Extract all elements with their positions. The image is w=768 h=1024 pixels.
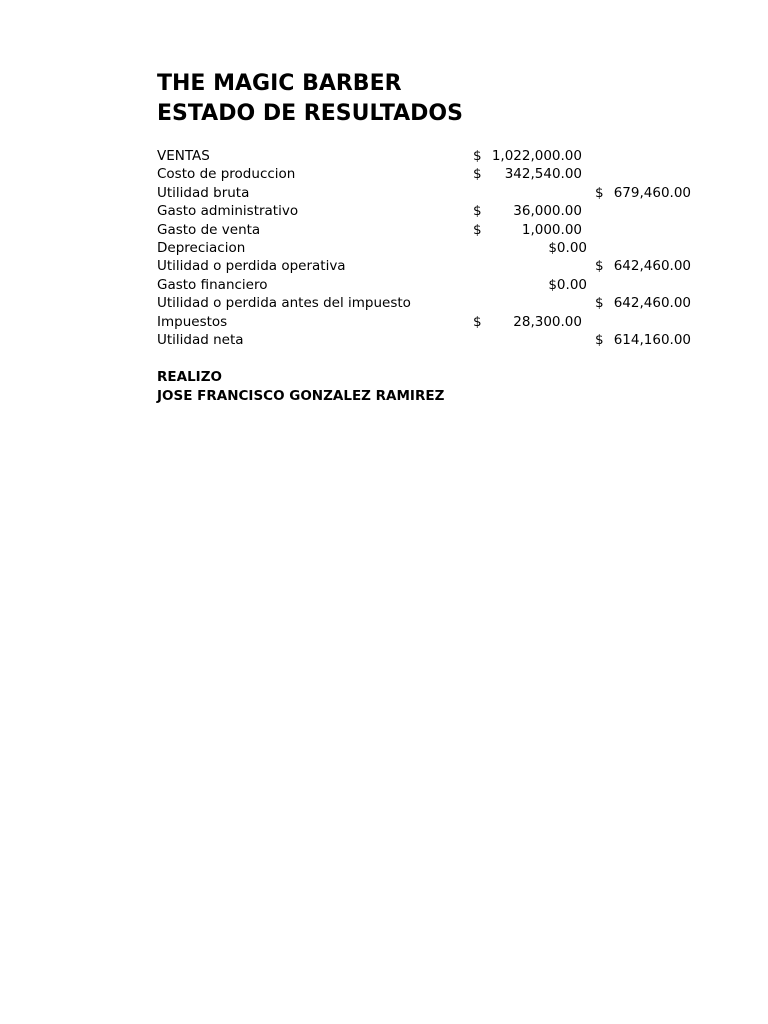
statement-row [157,257,717,275]
report-title: ESTADO DE RESULTADOS [157,101,463,126]
statement-row [157,313,717,331]
statement-rows [157,147,717,349]
realizo-label: REALIZO [157,369,222,386]
detail-amount: 342,540.00 [504,166,582,183]
detail-amount: $0.00 [548,276,587,293]
row-label: Costo de produccion [157,166,296,183]
statement-row [157,331,717,349]
author-name: JOSE FRANCISCO GONZALEZ RAMIREZ [157,387,445,404]
row-label: Gasto administrativo [157,203,299,220]
row-label: Utilidad bruta [157,184,250,201]
statement-row [157,294,717,312]
detail-amount: 1,022,000.00 [491,148,582,164]
statement-row [157,276,717,294]
signature-block [157,368,717,405]
detail-amount: 1,000.00 [521,221,582,238]
company-name: THE MAGIC BARBER [157,71,402,96]
row-label: Utilidad neta [157,331,244,348]
row-label: Impuestos [157,313,228,330]
currency-sign: $ [595,295,604,312]
total-amount: 614,160.00 [613,331,691,348]
statement-row [157,239,717,257]
currency-sign: $ [473,148,482,164]
statement-row [157,184,717,202]
statement-row [157,202,717,220]
row-label: VENTAS [157,148,210,164]
row-label: Utilidad o perdida antes del impuesto [157,295,411,312]
statement-row [157,221,717,239]
row-label: Depreciacion [157,239,246,256]
currency-sign: $ [473,221,482,238]
currency-sign: $ [473,166,482,183]
row-label: Utilidad o perdida operativa [157,258,346,275]
total-amount: 679,460.00 [613,184,691,201]
statement-row [157,147,717,165]
row-label: Gasto de venta [157,221,261,238]
currency-sign: $ [595,331,604,348]
currency-sign: $ [473,313,482,330]
total-amount: 642,460.00 [613,295,691,312]
income-statement-document [157,69,717,405]
total-amount: 642,460.00 [613,258,691,275]
currency-sign: $ [473,203,482,220]
currency-sign: $ [595,258,604,275]
currency-sign: $ [595,184,604,201]
row-label: Gasto financiero [157,276,268,293]
detail-amount: 36,000.00 [513,203,582,220]
statement-row [157,165,717,183]
detail-amount: $0.00 [548,239,587,256]
detail-amount: 28,300.00 [513,313,582,330]
